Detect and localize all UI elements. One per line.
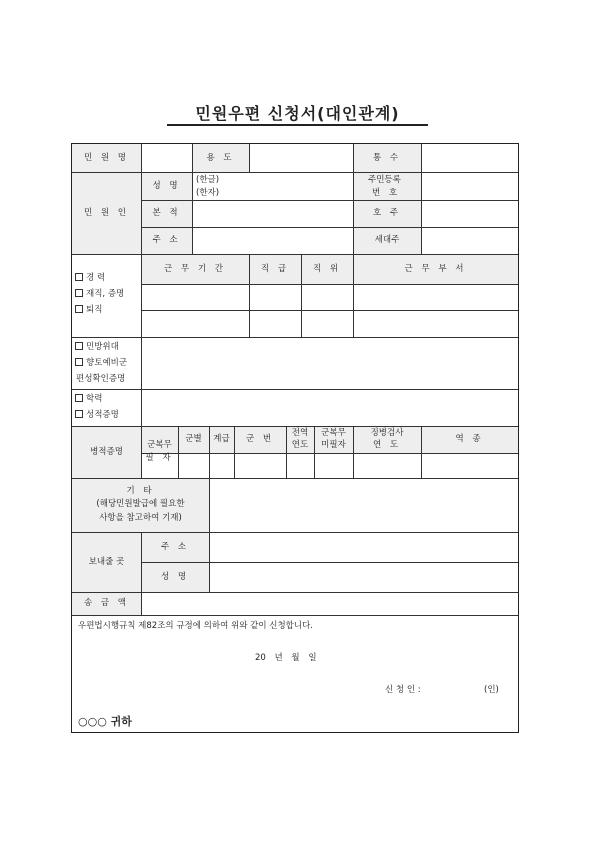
sender-address-field[interactable]	[210, 533, 517, 561]
col-branch: 군별	[185, 434, 202, 445]
declaration-text: 우편법시행규칙 제82조의 규정에 의하여 위와 같이 신청합니다.	[78, 621, 314, 631]
seal-mark: (인)	[484, 685, 499, 695]
col-service-completed: 군복무 필 자	[145, 440, 174, 463]
row-line	[72, 615, 518, 616]
sender-section-label: 보내줄 곳	[88, 556, 125, 567]
title-underline	[167, 124, 428, 126]
application-form	[71, 143, 519, 733]
col-discharge-year: 전역 연도	[291, 428, 309, 450]
head-label: 호 주	[372, 208, 402, 219]
incomplete-field[interactable]	[315, 454, 352, 477]
copies-label: 통 수	[372, 152, 402, 163]
date-line: 20 년 월 일	[255, 653, 317, 663]
household-field[interactable]	[422, 228, 517, 253]
service-type-field[interactable]	[422, 454, 517, 477]
military-section-label: 병적증명	[90, 446, 123, 457]
usage-field[interactable]	[250, 145, 352, 171]
address-label: 주 소	[152, 235, 181, 246]
amount-label: 송 금 액	[83, 598, 130, 609]
organization-cert-label: 편성확인증명	[76, 374, 126, 384]
department-field[interactable]	[354, 285, 517, 309]
education-field[interactable]	[142, 390, 517, 425]
applicant-section-label: 민 원 인	[83, 207, 130, 218]
grade-field[interactable]	[210, 454, 233, 477]
period-field[interactable]	[142, 311, 248, 336]
hanja-label: (한자)	[196, 188, 220, 198]
col-exam-year: 징병검사 연 도	[370, 428, 404, 450]
name-label: 성 명	[152, 180, 181, 191]
origin-label: 본 적	[152, 208, 181, 219]
career-option[interactable]: 경 력	[75, 272, 105, 285]
sender-name-label: 성 명	[160, 571, 190, 582]
col-period: 근 무 기 간	[164, 263, 226, 274]
applicant-signature-field[interactable]	[434, 680, 482, 698]
checkbox[interactable]	[75, 342, 83, 350]
civil-defense-field[interactable]	[142, 338, 517, 388]
head-field[interactable]	[422, 201, 517, 226]
rank-field[interactable]	[250, 311, 300, 336]
period-field[interactable]	[142, 285, 248, 309]
exam-year-field[interactable]	[354, 454, 420, 477]
col-department: 근 무 부 서	[404, 263, 467, 274]
col-service-incomplete: 군복무 미필자	[321, 428, 346, 450]
checkbox[interactable]	[75, 289, 83, 297]
grades-option[interactable]: 성적증명	[75, 409, 119, 422]
civil-item-field[interactable]	[142, 145, 191, 171]
amount-field[interactable]	[142, 593, 517, 614]
resident-no-label: 주민등록	[368, 175, 401, 185]
resident-no-label-2: 번 호	[372, 188, 401, 198]
form-title: 민원우편 신청서(대인관계)	[195, 104, 400, 123]
branch-field[interactable]	[179, 454, 208, 477]
household-label: 세대주	[374, 235, 400, 246]
col-service-type: 역 종	[455, 434, 484, 445]
col-rank: 직 급	[260, 263, 290, 274]
education-option[interactable]: 학력	[75, 393, 102, 406]
employment-option[interactable]: 재직, 증명	[75, 288, 124, 301]
sender-address-label: 주 소	[160, 541, 190, 552]
usage-label: 용 도	[206, 152, 235, 163]
discharge-year-field[interactable]	[287, 454, 313, 477]
sender-name-field[interactable]	[210, 563, 517, 591]
service-number-field[interactable]	[235, 454, 285, 477]
other-field[interactable]	[210, 479, 517, 531]
copies-field[interactable]	[422, 145, 517, 171]
other-label: 기 타 (해당민원발급에 필요한 사항을 참고하여 기재)	[96, 485, 185, 523]
checkbox[interactable]	[75, 305, 83, 313]
addressee: ○○○ 귀하	[78, 715, 132, 728]
position-field[interactable]	[302, 311, 352, 336]
position-field[interactable]	[302, 285, 352, 309]
reserve-force-option[interactable]: 향토예비군	[75, 357, 127, 370]
department-field[interactable]	[354, 311, 517, 336]
checkbox[interactable]	[75, 273, 83, 281]
col-service-number: 군 번	[245, 434, 275, 445]
origin-field[interactable]	[193, 201, 352, 226]
rank-field[interactable]	[250, 285, 300, 309]
civil-item-label: 민 원 명	[83, 152, 130, 163]
retirement-option[interactable]: 퇴직	[75, 304, 102, 317]
civil-defense-option[interactable]: 민방위대	[75, 341, 119, 354]
col-position: 직 위	[312, 263, 342, 274]
hangul-label: (한글)	[196, 175, 220, 185]
checkbox[interactable]	[75, 394, 83, 402]
col-grade: 계급	[213, 434, 230, 445]
checkbox[interactable]	[75, 358, 83, 366]
checkbox[interactable]	[75, 410, 83, 418]
resident-no-field[interactable]	[422, 173, 517, 199]
address-field[interactable]	[193, 228, 352, 253]
applicant-signature-label: 신 청 인 :	[385, 685, 421, 695]
name-field[interactable]	[232, 173, 352, 199]
